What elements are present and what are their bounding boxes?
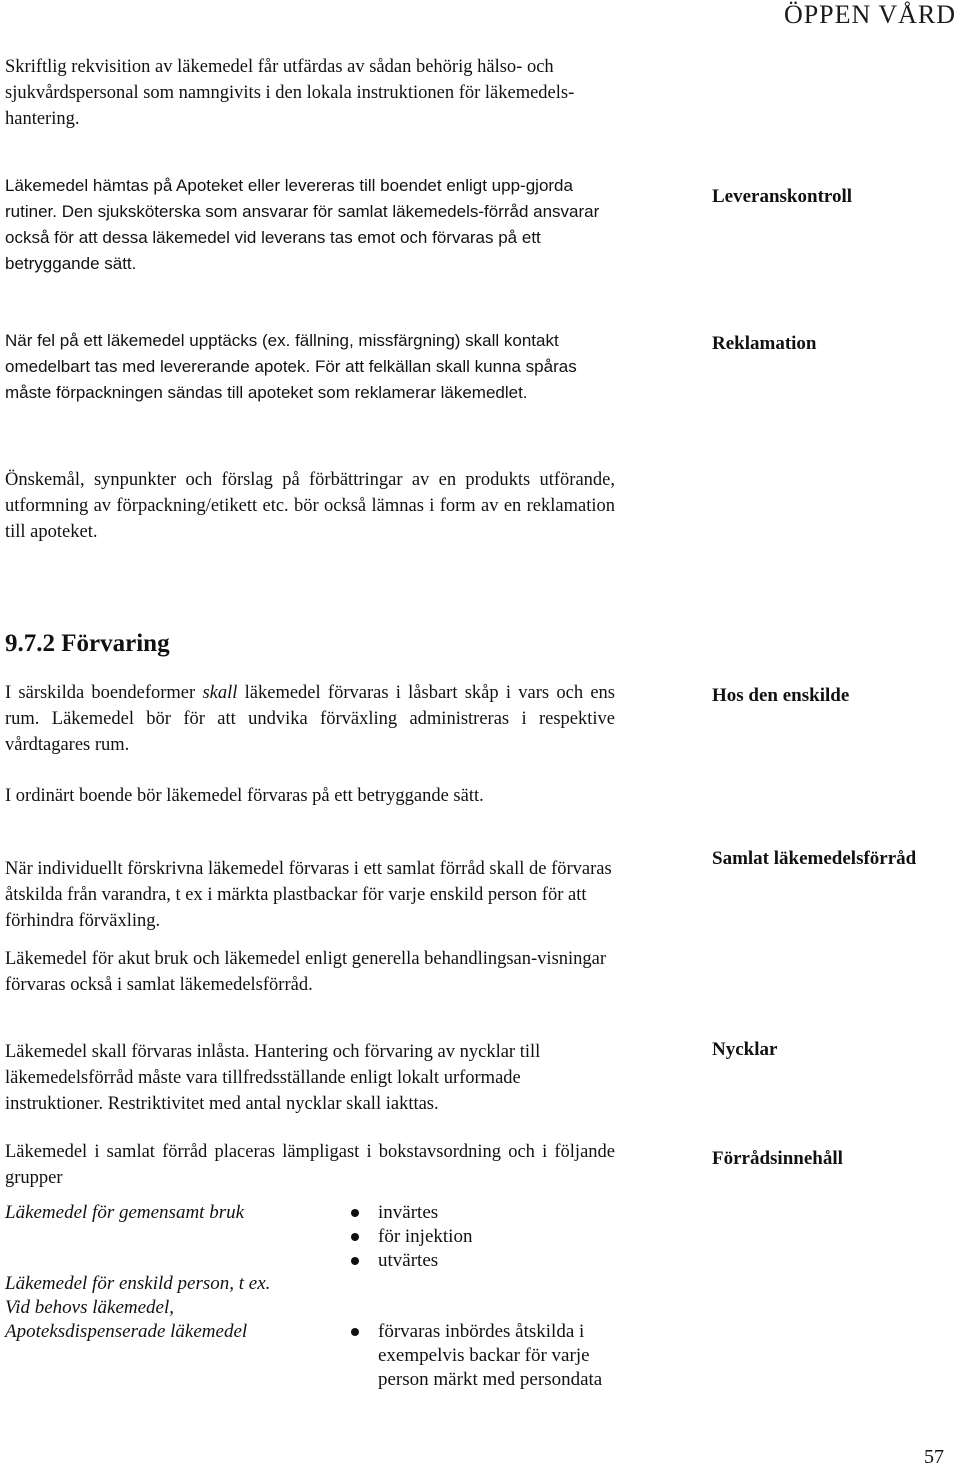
list-item: förvaras inbördes åtskilda i exempelvis backar för varje person märkt med persondata — [348, 1320, 618, 1392]
paragraph-onskemal: Önskemål, synpunkter och förslag på förbättringar av en produkts utförande, utformning av förpackning/etikett etc. bör också lämnas i form av en reklamation till apoteket. — [5, 470, 615, 542]
section-heading: 9.7.2 Förvaring — [5, 630, 170, 657]
paragraph-leverans: Läkemedel hämtas på Apoteket eller levereras till boendet enligt upp-gjorda rutiner. Den sjuksköterska som ansvarar för samlat läkemedels-förråd ansvarar också för att dessa läkemedel vid leverans tas emot och förvaras på ett betryggande sätt. — [5, 176, 600, 273]
side-label-leveranskontroll: Leveranskontroll — [712, 186, 853, 207]
list-item: invärtes — [348, 1201, 638, 1225]
group-label-common: Läkemedel för gemensamt bruk — [5, 1202, 245, 1223]
group-list-common — [348, 1201, 638, 1273]
paragraph-akut-bruk: Läkemedel för akut bruk och läkemedel enligt generella behandlingsan-visningar förvaras också i samlat läkemedelsförråd. — [5, 949, 607, 995]
paragraph-bokstavsordning: Läkemedel i samlat förråd placeras lämpligast i bokstavsordning och i följande grupper — [5, 1142, 615, 1188]
paragraph-individuellt: När individuellt förskrivna läkemedel förvaras i ett samlat förråd skall de förvaras åtskilda från varandra, t ex i märkta plastbackar för varje enskild person för att förhindra förväxling. — [5, 859, 612, 931]
list-item: utvärtes — [348, 1249, 638, 1273]
side-label-hos-den-enskilde: Hos den enskilde — [712, 685, 850, 706]
side-label-nycklar: Nycklar — [712, 1039, 778, 1060]
paragraph-reklamation: När fel på ett läkemedel upptäcks (ex. fällning, missfärgning) skall kontakt omedelbart tas med levererande apotek. För att felkällan skall kunna spåras måste förpackningen sändas till apoteket som reklamerar läkemedlet. — [5, 331, 577, 402]
list-item: för injektion — [348, 1225, 638, 1249]
paragraph-inlasta: Läkemedel skall förvaras inlåsta. Hantering och förvaring av nycklar till läkemedelsförråd måste vara tillfredsställande enligt lokalt urformade instruktioner. Restriktivitet med antal nycklar skall iakttas. — [5, 1042, 541, 1114]
page-number: 57 — [924, 1446, 944, 1468]
side-label-samlat-lakemedelsforrad: Samlat läkemedelsförråd — [712, 848, 917, 869]
side-label-reklamation: Reklamation — [712, 333, 817, 354]
emphasis-skall: skall — [202, 683, 238, 703]
header-title: ÖPPEN VÅRD — [783, 0, 956, 29]
group-label-individual: Läkemedel för enskild person, t ex. Vid behovs läkemedel, Apoteksdispenserade läkemedel — [5, 1273, 271, 1342]
paragraph-ordinart-boende: I ordinärt boende bör läkemedel förvaras på ett betryggande sätt. — [5, 786, 484, 806]
side-label-forradsinnehall: Förrådsinnehåll — [712, 1148, 843, 1169]
paragraph-rekvisition: Skriftlig rekvisition av läkemedel får utfärdas av sådan behörig hälso- och sjukvårdspersonal som namngivits i den lokala instruktionen för läkemedels-hantering. — [5, 57, 575, 129]
paragraph-sarskilda-boendeformer: I särskilda boendeformer skall läkemedel förvaras i låsbart skåp i vars och ens rum. Läkemedel bör för att undvika förväxling administreras i respektive vårdtagares rum. — [5, 683, 615, 755]
group-list-individual — [348, 1320, 618, 1392]
